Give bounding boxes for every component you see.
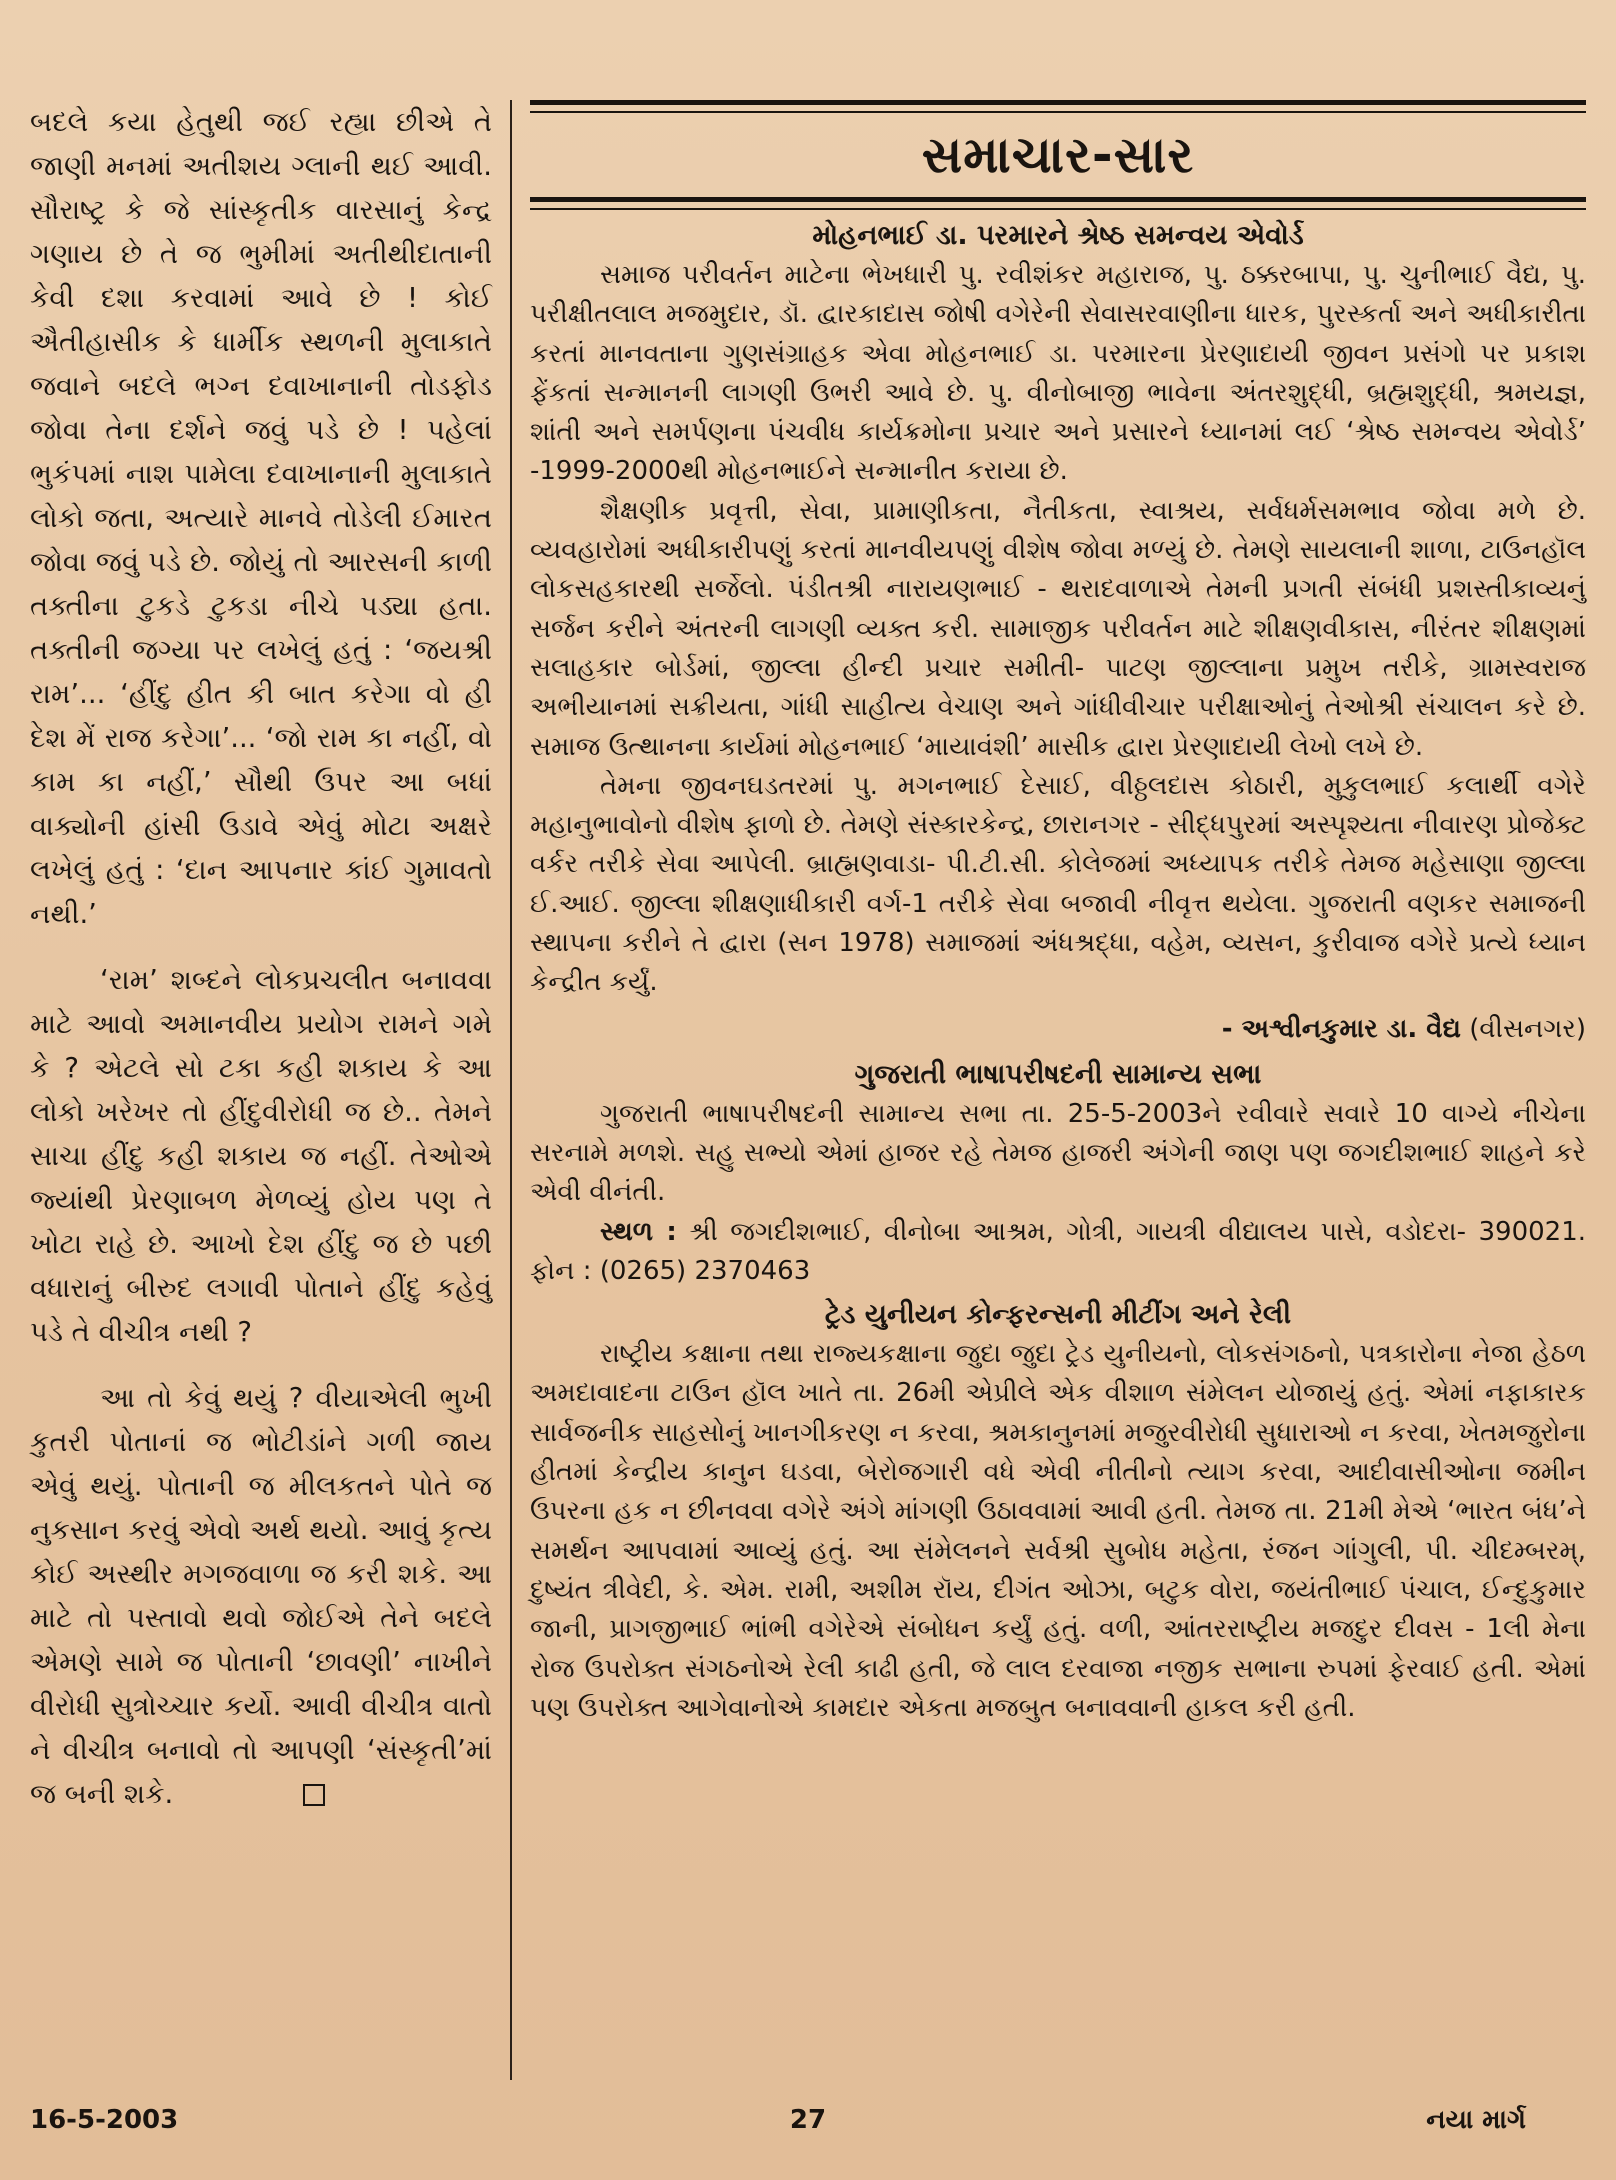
left-paragraph-3-text: આ તો કેવું થયું ? વીયાએલી ભુખી કુતરી પોતાનાં જ ભોટીડાંને ગળી જાય એવું થયું. પોતાની જ મીલકતને પોતે જ નુકસાન કરવું એવો અર્થ થયો. આવું કૃત્ય કોઈ અસ્થીર મગજવાળા જ કરી શકે. આ માટે તો પસ્તાવો થવો જોઈએ તેને બદલે એમણે સામે જ પોતાની ‘છાવણી’ નાખીને વીરોધી સુત્રોચ્ચાર કર્યો. આવી વીચીત્ર વાતો ને વીચીત્ર બનાવો તો આપણી ‘સંસ્કૃતી’માં જ બની શકે.	[30, 1382, 492, 1810]
article-heading-award: મોહનભાઈ ડા. પરમારને શ્રેષ્ઠ સમન્વય એવોર્ડ	[812, 220, 1304, 251]
byline	[530, 1009, 1586, 1049]
award-paragraph-1: સમાજ પરીવર્તન માટેના ભેખધારી પુ. રવીશંકર મહારાજ, પુ. ઠક્કરબાપા, પુ. ચુનીભાઈ વૈદ્ય, પુ. પરીક્ષીતલાલ મજમુદાર, ડૉ. દ્વારકાદાસ જોષી વગેરેની સેવાસરવાણીના ધારક, પુરસ્કર્તા અને અધીકારીતા કરતાં માનવતાના ગુણસંગ્રાહક એવા મોહનભાઈ ડા. પરમારના પ્રેરણાદાયી જીવન પ્રસંગો પર પ્રકાશ ફેંકતાં સન્માનની લાગણી ઉભરી આવે છે. પુ. વીનોબાજી ભાવેના અંતરશુદ્ધી, બ્રહ્મશુદ્ધી, શ્રમયજ્ઞ, શાંતી અને સમર્પણના પંચવીધ કાર્યક્રમોના પ્રચાર અને પ્રસારને ધ્યાનમાં લઈ ‘શ્રેષ્ઠ સમન્વય એવોર્ડ’ -1999-2000થી મોહનભાઈને સન્માનીત કરાયા છે.	[530, 260, 1586, 487]
union-paragraph: રાષ્ટ્રીય કક્ષાના તથા રાજ્યકક્ષાના જુદા જુદા ટ્રેડ યુનીયનો, લોકસંગઠનો, પત્રકારોના નેજા હેઠળ અમદાવાદના ટાઉન હૉલ ખાતે તા. 26મી એપ્રીલે એક વીશાળ સંમેલન યોજાયું હતું. એમાં નફાકારક સાર્વજનીક સાહસોનું ખાનગીકરણ ન કરવા, શ્રમકાનુનમાં મજુરવીરોધી સુધારાઓ ન કરવા, ખેતમજુરોના હીતમાં કેન્દ્રીય કાનુન ઘડવા, બેરોજગારી વધે એવી નીતીનો ત્યાગ કરવા, આદીવાસીઓના જમીન ઉપરના હક ન છીનવવા વગેરે અંગે માંગણી ઉઠાવવામાં આવી હતી. તેમજ તા. 21મી મેએ ‘ભારત બંધ’ને સમર્થન આપવામાં આવ્યું હતું. આ સંમેલનને સર્વશ્રી સુબોધ મહેતા, રંજન ગાંગુલી, પી. ચીદમ્બરમ્, દુષ્યંત ત્રીવેદી, કે. એમ. રામી, અશીમ રૉય, દીગંત ઓઝા, બટુક વોરા, જયંતીભાઈ પંચાલ, ઈન્દુકુમાર જાની, પ્રાગજીભાઈ ભાંભી વગેરેએ સંબોધન કર્યું હતું. વળી, આંતરરાષ્ટ્રીય મજદુર દીવસ - 1લી મેના રોજ ઉપરોક્ત સંગઠનોએ રેલી કાઢી હતી, જે લાલ દરવાજા નજીક સભાના રુપમાં ફેરવાઈ હતી. એમાં પણ ઉપરોક્ત આગેવાનોએ કામદાર એકતા મજબુત બનાવવાની હાકલ કરી હતી.	[530, 1339, 1586, 1723]
right-column	[530, 100, 1586, 2090]
award-paragraph-2: શૈક્ષણીક પ્રવૃત્તી, સેવા, પ્રામાણીકતા, નૈતીકતા, સ્વાશ્રય, સર્વધર્મસમભાવ જોવા મળે છે. વ્યવહારોમાં અધીકારીપણું કરતાં માનવીયપણું વીશેષ જોવા મળ્યું છે. તેમણે સાયલાની શાળા, ટાઉનહૉલ લોકસહકારથી સર્જેલો. પંડીતશ્રી નારાયણભાઈ - થરાદવાળાએ તેમની પ્રગતી સંબંધી પ્રશસ્તીકાવ્યનું સર્જન કરીને અંતરની લાગણી વ્યક્ત કરી. સામાજીક પરીવર્તન માટે શીક્ષણવીકાસ, નીરંતર શીક્ષણમાં સલાહકાર બોર્ડમાં, જીલ્લા હીન્દી પ્રચાર સમીતી- પાટણ જીલ્લાના પ્રમુખ તરીકે, ગ્રામસ્વરાજ અભીયાનમાં સક્રીયતા, ગાંધી સાહીત્ય વેચાણ અને ગાંધીવીચાર પરીક્ષાઓનું તેઓશ્રી સંચાલન કરે છે. સમાજ ઉત્થાનના કાર્યમાં મોહનભાઈ ‘માયાવંશી’ માસીક દ્વારા પ્રેરણાદાયી લેખો લખે છે.	[530, 495, 1586, 762]
end-of-article-icon	[303, 1784, 325, 1806]
award-paragraph-3: તેમના જીવનઘડતરમાં પુ. મગનભાઈ દેસાઈ, વીઠ્ઠલદાસ કોઠારી, મુકુલભાઈ કલાર્થી વગેરે મહાનુભાવોનો વીશેષ ફાળો છે. તેમણે સંસ્કારકેન્દ્ર, છારાનગર - સીદ્ધપુરમાં અસ્પૃશ્યતા નીવારણ પ્રોજેક્ટ વર્કર તરીકે સેવા આપેલી. બ્રાહ્મણવાડા- પી.ટી.સી. કોલેજમાં અધ્યાપક તરીકે તેમજ મહેસાણા જીલ્લા ઈ.આઈ. જીલ્લા શીક્ષણાધીકારી વર્ગ-1 તરીકે સેવા બજાવી નીવૃત્ત થયેલા. ગુજરાતી વણકર સમાજની સ્થાપના કરીને તે દ્વારા (સન 1978) સમાજમાં અંધશ્રદ્ધા, વહેમ, વ્યસન, કુરીવાજ વગેરે પ્રત્યે ધ્યાન કેન્દ્રીત કર્યું.	[530, 770, 1586, 998]
article-heading-union: ટ્રેડ યુનીયન કોન્ફરન્સની મીટીંગ અને રેલી	[824, 1299, 1292, 1331]
top-rule-thick	[530, 100, 1586, 105]
footer-page-number: 27	[789, 2105, 827, 2135]
page-footer	[30, 2100, 1586, 2140]
footer-date: 16-5-2003	[30, 2105, 179, 2135]
byline-name: - અશ્વીનકુમાર ડા. વૈદ્ય	[1221, 1013, 1461, 1044]
byline-place: (વીસનગર)	[1469, 1013, 1586, 1044]
sabha-venue	[530, 1213, 1586, 1292]
left-paragraph-2: ‘રામ’ શબ્દને લોકપ્રચલીત બનાવવા માટે આવો અમાનવીય પ્રયોગ રામને ગમે કે ? એટલે સો ટકા કહી શકાય કે આ લોકો ખરેખર તો હીંદુવીરોધી જ છે.. તેમને સાચા હીંદુ કહી શકાય જ નહીં. તેઓએ જ્યાંથી પ્રેરણાબળ મેળવ્યું હોય પણ તે ખોટા રાહે છે. આખો દેશ હીંદુ જ છે પછી વધારાનું બીરુદ લગાવી પોતાને હીંદુ કહેવું પડે તે વીચીત્ર નથી ?	[30, 964, 492, 1348]
bottom-rule-thick	[530, 197, 1586, 202]
column-divider	[510, 100, 512, 2080]
article-heading-sabha: ગુજરાતી ભાષાપરીષદની સામાન્ય સભા	[854, 1058, 1262, 1090]
footer-magazine-name: નયા માર્ગ	[1426, 2105, 1526, 2135]
left-paragraph-1: બદલે કયા હેતુથી જઈ રહ્યા છીએ તે જાણી મનમાં અતીશય ગ્લાની થઈ આવી. સૌરાષ્ટ્ર કે જે સાંસ્કૃતીક વારસાનું કેન્દ્ર ગણાય છે તે જ ભુમીમાં અતીથીદાતાની કેવી દશા કરવામાં આવે છે ! કોઈ ઐતીહાસીક કે ધાર્મીક સ્થળની મુલાકાતે જવાને બદલે ભગ્ન દવાખાનાની તોડફોડ જોવા તેના દર્શને જવું પડે છે ! પહેલાં ભુકંપમાં નાશ પામેલા દવાખાનાની મુલાકાતે લોકો જતા, અત્યારે માનવે તોડેલી ઈમારત જોવા જવું પડે છે. જોયું તો આરસની કાળી તક્તીના ટુકડે ટુકડા નીચે પડ્યા હતા. તક્તીની જગ્યા પર લખેલું હતું : ‘જયશ્રી રામ’... ‘હીંદુ હીત કી બાત કરેગા વો હી દેશ મેં રાજ કરેગા’... ‘જો રામ કા નહીં, વો કામ કા નહીં,’ સૌથી ઉપર આ બધાં વાક્યોની હાંસી ઉડાવે એવું મોટા અક્ષરે લખેલું હતું : ‘દાન આપનાર કાંઈ ગુમાવતો નથી.’	[30, 106, 492, 930]
venue-text: શ્રી જગદીશભાઈ, વીનોબા આશ્રમ, ગોત્રી, ગાયત્રી વીદ્યાલય પાસે, વડોદરા- 390021. ફોન : (0265) 2370463	[530, 1216, 1587, 1286]
bottom-rule-thin	[530, 208, 1586, 210]
left-paragraph-3	[30, 1376, 492, 1816]
sabha-paragraph: ગુજરાતી ભાષાપરીષદની સામાન્ય સભા તા. 25-5-2003ને રવીવારે સવારે 10 વાગ્યે નીચેના સરનામે મળશે. સહુ સભ્યો એમાં હાજર રહે તેમજ હાજરી અંગેની જાણ પણ જગદીશભાઈ શાહને કરે એવી વીનંતી.	[530, 1098, 1586, 1208]
venue-label: સ્થળ :	[600, 1216, 677, 1247]
section-title: સમાચાર-સાર	[921, 126, 1195, 184]
left-column	[30, 100, 492, 2090]
